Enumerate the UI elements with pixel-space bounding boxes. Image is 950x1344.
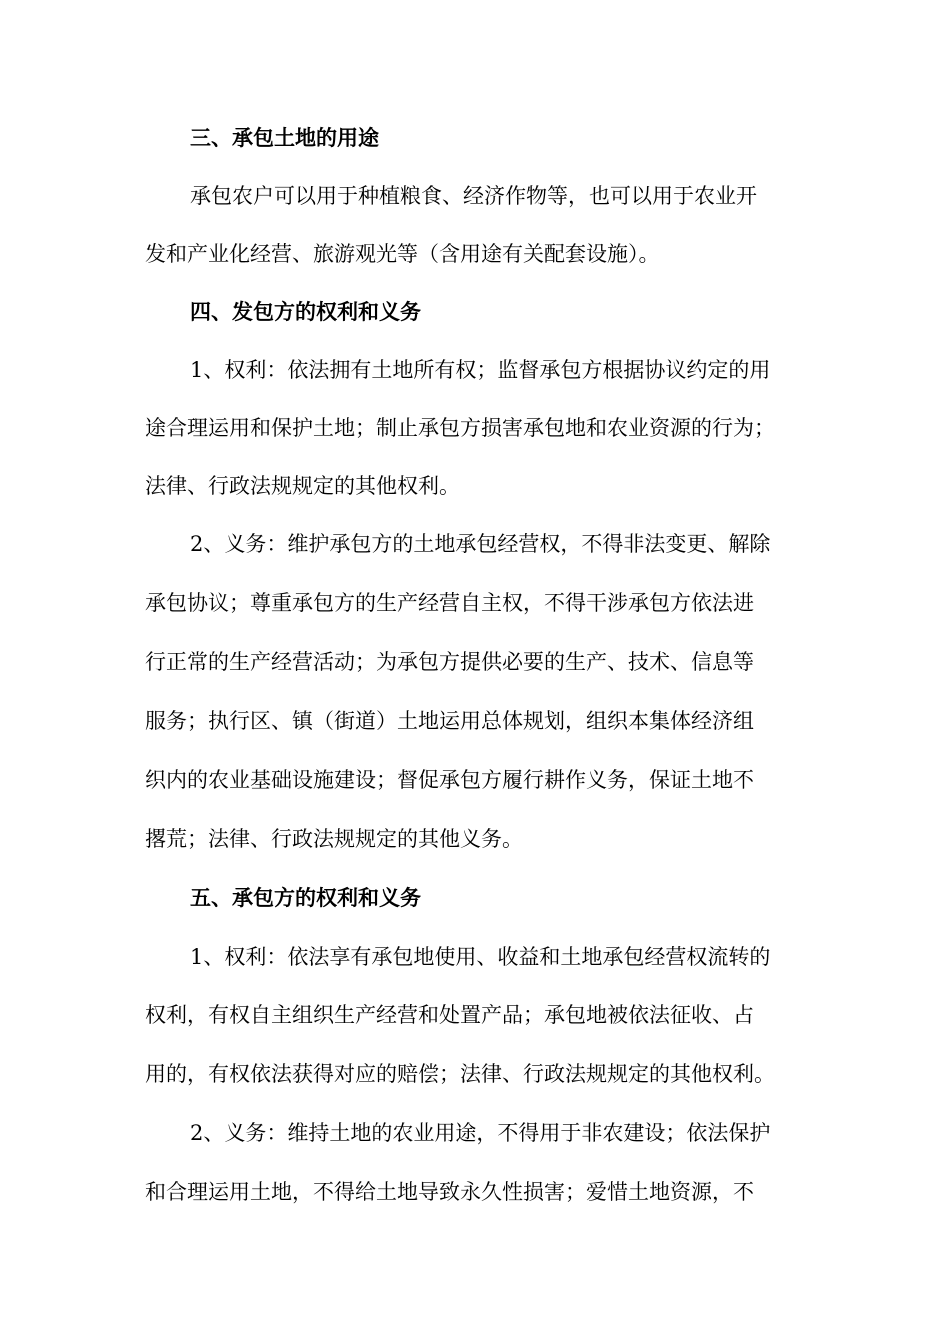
paragraph-line: 承包农户可以用于种植粮食、经济作物等，也可以用于农业开 [190,184,757,208]
paragraph-line: 撂荒；法律、行政法规规定的其他义务。 [145,827,523,851]
paragraph-line: 织内的农业基础设施建设；督促承包方履行耕作义务，保证土地不 [145,768,754,792]
paragraph-line: 1、权利：依法享有承包地使用、收益和土地承包经营权流转的 [190,945,771,969]
paragraph-line: 发和产业化经营、旅游观光等（含用途有关配套设施）。 [145,242,660,266]
paragraph-line: 权利，有权自主组织生产经营和处置产品；承包地被依法征收、占 [145,1003,754,1027]
paragraph-line: 1、权利：依法拥有土地所有权；监督承包方根据协议约定的用 [190,358,771,382]
paragraph-line: 法律、行政法规规定的其他权利。 [145,474,460,498]
paragraph-line: 2、义务：维持土地的农业用途，不得用于非农建设；依法保护 [190,1121,771,1145]
section-heading-4: 四、发包方的权利和义务 [190,299,421,324]
paragraph-line: 承包协议；尊重承包方的生产经营自主权，不得干涉承包方依法进 [145,591,754,615]
paragraph-line: 服务；执行区、镇（街道）土地运用总体规划，组织本集体经济组 [145,709,754,733]
section-heading-5: 五、承包方的权利和义务 [190,885,421,910]
paragraph-line: 和合理运用土地，不得给土地导致永久性损害；爱惜土地资源，不 [145,1180,754,1204]
paragraph-line: 2、义务：维护承包方的土地承包经营权，不得非法变更、解除 [190,532,771,556]
section-heading-3: 三、承包土地的用途 [190,125,379,150]
paragraph-line: 用的，有权依法获得对应的赔偿；法律、行政法规规定的其他权利。 [145,1062,775,1086]
paragraph-line: 行正常的生产经营活动；为承包方提供必要的生产、技术、信息等 [145,650,754,674]
paragraph-line: 途合理运用和保护土地；制止承包方损害承包地和农业资源的行为； [145,416,775,440]
